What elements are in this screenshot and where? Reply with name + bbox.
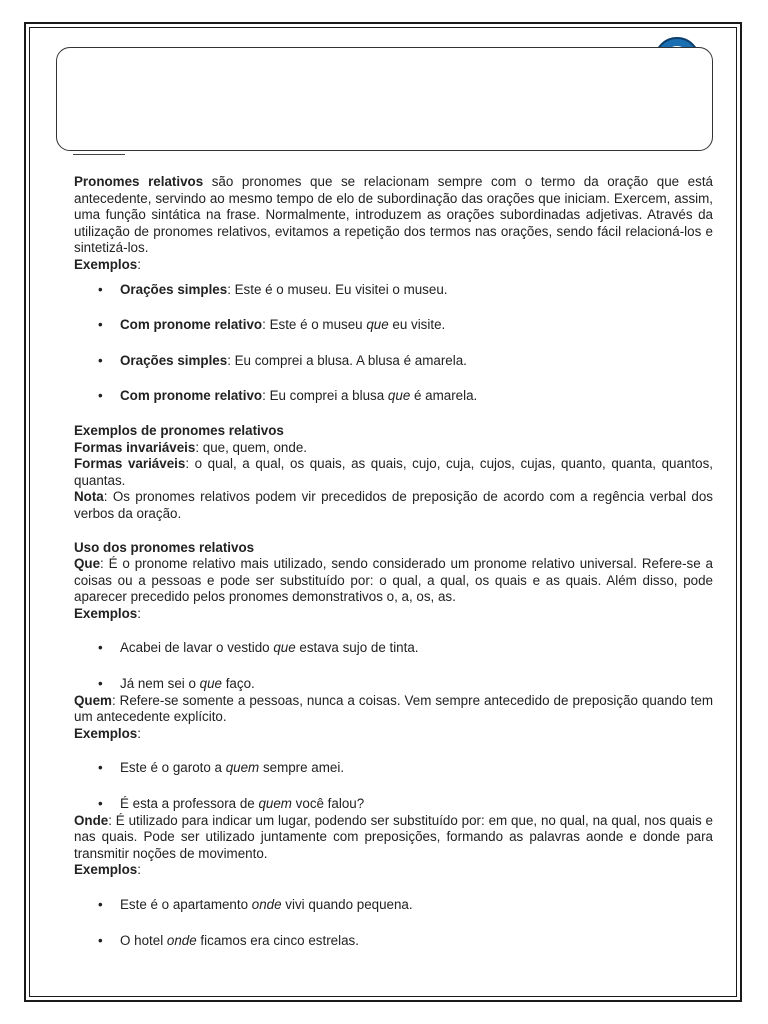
list-item: • É esta a professora de quem você falou? — [74, 796, 713, 813]
section-heading-usage: Uso dos pronomes relativos — [74, 539, 255, 555]
intro-term: Pronomes relativos — [74, 174, 204, 189]
invariable-forms: Formas invariáveis: que, quem, onde. — [74, 439, 307, 455]
list-item: • Acabei de lavar o vestido que estava sujo de tinta. — [74, 640, 713, 657]
list-item: • O hotel onde ficamos era cinco estrelas. — [74, 933, 713, 950]
list-item: • Este é o garoto a quem sempre amei. — [74, 760, 713, 777]
examples-heading: Exemplos: — [74, 605, 141, 621]
list-item: • Este é o apartamento onde vivi quando pequena. — [74, 897, 713, 914]
quem-paragraph: Quem: Refere-se somente a pessoas, nunca a coisas. Vem sempre antecedido de preposição quando tem um antecedente explícito. — [74, 692, 713, 725]
variable-forms: Formas variáveis: o qual, a qual, os quais, as quais, cujo, cuja, cujos, cujas, quanto, quanta, quantos, quantas. — [74, 456, 713, 488]
examples-heading: Exemplos: — [74, 862, 141, 878]
list-item: • Orações simples: Eu comprei a blusa. A blusa é amarela. — [74, 353, 713, 370]
que-paragraph: Que: É o pronome relativo mais utilizado, sendo considerado um pronome relativo universal. Refere-se a coisas ou a pessoas e pode ser substituído por: o qual, a qual, os quais e as quais. Além disso, pode aparecer precedido pelos pronomes demonstrativos o, a, os, as. — [74, 556, 713, 605]
intro-examples-list — [74, 282, 713, 405]
onde-paragraph: Onde: É utilizado para indicar um lugar, podendo ser substituído por: em que, no qual, na qual, nos quais e nas quais. Pode ser utilizado juntamente com preposições, formando as palavras aonde e donde para transmitir noções de movimento. — [74, 812, 713, 861]
examples-heading: Exemplos: — [74, 725, 141, 741]
examples-heading: Exemplos: — [74, 256, 141, 272]
que-examples-list — [74, 640, 713, 692]
list-item: • Orações simples: Este é o museu. Eu visitei o museu. — [74, 282, 713, 299]
list-item: • Com pronome relativo: Este é o museu que eu visite. — [74, 317, 713, 334]
section-heading-pronouns: Exemplos de pronomes relativos — [74, 422, 284, 438]
header-box — [56, 47, 713, 151]
intro-text: são pronomes que se relacionam sempre com o termo da oração que está antecedente, servindo ao mesmo tempo de elo de subordinação das orações que iniciam. Exercem, assim, uma função sintática na frase. Normalmente, introduzem as orações subordinadas adjetivas. Através da utilização de pronomes relativos, evitamos a repetição dos termos nas orações, sendo fácil relacioná-los e sintetizá-los. — [74, 174, 713, 256]
list-item: • Já nem sei o que faço. — [74, 676, 713, 693]
divider — [73, 154, 125, 155]
onde-examples-list — [74, 897, 713, 949]
quem-examples-list — [74, 760, 713, 812]
document-body — [74, 174, 713, 949]
note: Nota: Os pronomes relativos podem vir precedidos de preposição de acordo com a regência verbal dos verbos da oração. — [74, 489, 713, 521]
intro-paragraph — [74, 174, 713, 257]
list-item: • Com pronome relativo: Eu comprei a blusa que é amarela. — [74, 388, 713, 405]
